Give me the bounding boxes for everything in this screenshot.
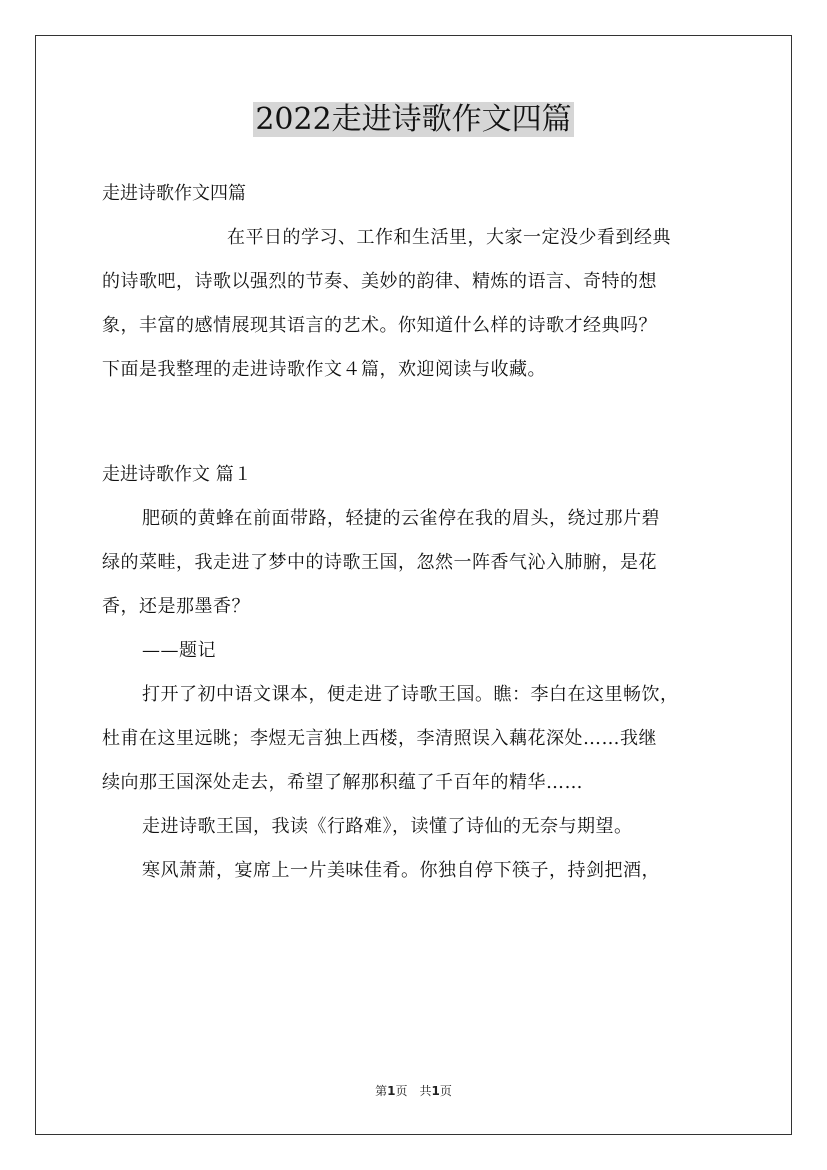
intro-line-1: 在平日的学习、工作和生活里，大家一定没少看到经典	[227, 227, 671, 248]
intro-line-4: 下面是我整理的走进诗歌作文４篇，欢迎阅读与收藏。	[102, 359, 546, 380]
paragraph-line: 绿的菜畦，我走进了梦中的诗歌王国，忽然一阵香气沁入肺腑，是花	[102, 552, 657, 573]
footer-page-mid: 页 共	[395, 1084, 432, 1098]
paragraph-line: 打开了初中语文课本，便走进了诗歌王国。瞧：李白在这里畅饮，	[142, 684, 679, 705]
paragraph-line: 续向那王国深处走去，希望了解那积蕴了千百年的精华……	[102, 772, 583, 793]
paragraph-line: 香，还是那墨香？	[102, 596, 250, 617]
footer-page-total: 1	[431, 1084, 440, 1098]
paragraph-line: 肥硕的黄蜂在前面带路，轻捷的云雀停在我的眉头，绕过那片碧	[142, 508, 660, 529]
document-title-text: 2022走进诗歌作文四篇	[255, 102, 572, 137]
footer-page-suffix: 页	[439, 1084, 452, 1098]
document-body	[102, 172, 727, 893]
page-footer	[0, 1082, 827, 1100]
intro-line-2: 的诗歌吧，诗歌以强烈的节奏、美妙的韵律、精炼的语言、奇特的想	[102, 271, 657, 292]
footer-page-number: 1	[387, 1084, 396, 1098]
paragraph-line: 寒风萧萧，宴席上一片美味佳肴。你独自停下筷子，持剑把酒，	[142, 860, 660, 881]
intro-line-3: 象，丰富的感情展现其语言的艺术。你知道什么样的诗歌才经典吗？	[102, 315, 657, 336]
paragraph-line: 走进诗歌王国，我读《行路难》，读懂了诗仙的无奈与期望。	[142, 816, 633, 837]
document-subtitle: 走进诗歌作文四篇	[102, 183, 246, 204]
section-heading: 走进诗歌作文 篇１	[102, 464, 252, 485]
section-spacer	[102, 392, 727, 453]
epigraph: ——题记	[142, 640, 216, 661]
document-title	[0, 98, 827, 142]
paragraph-line: 杜甫在这里远眺；李煜无言独上西楼，李清照误入藕花深处……我继	[102, 728, 657, 749]
footer-page-prefix: 第	[375, 1084, 388, 1098]
